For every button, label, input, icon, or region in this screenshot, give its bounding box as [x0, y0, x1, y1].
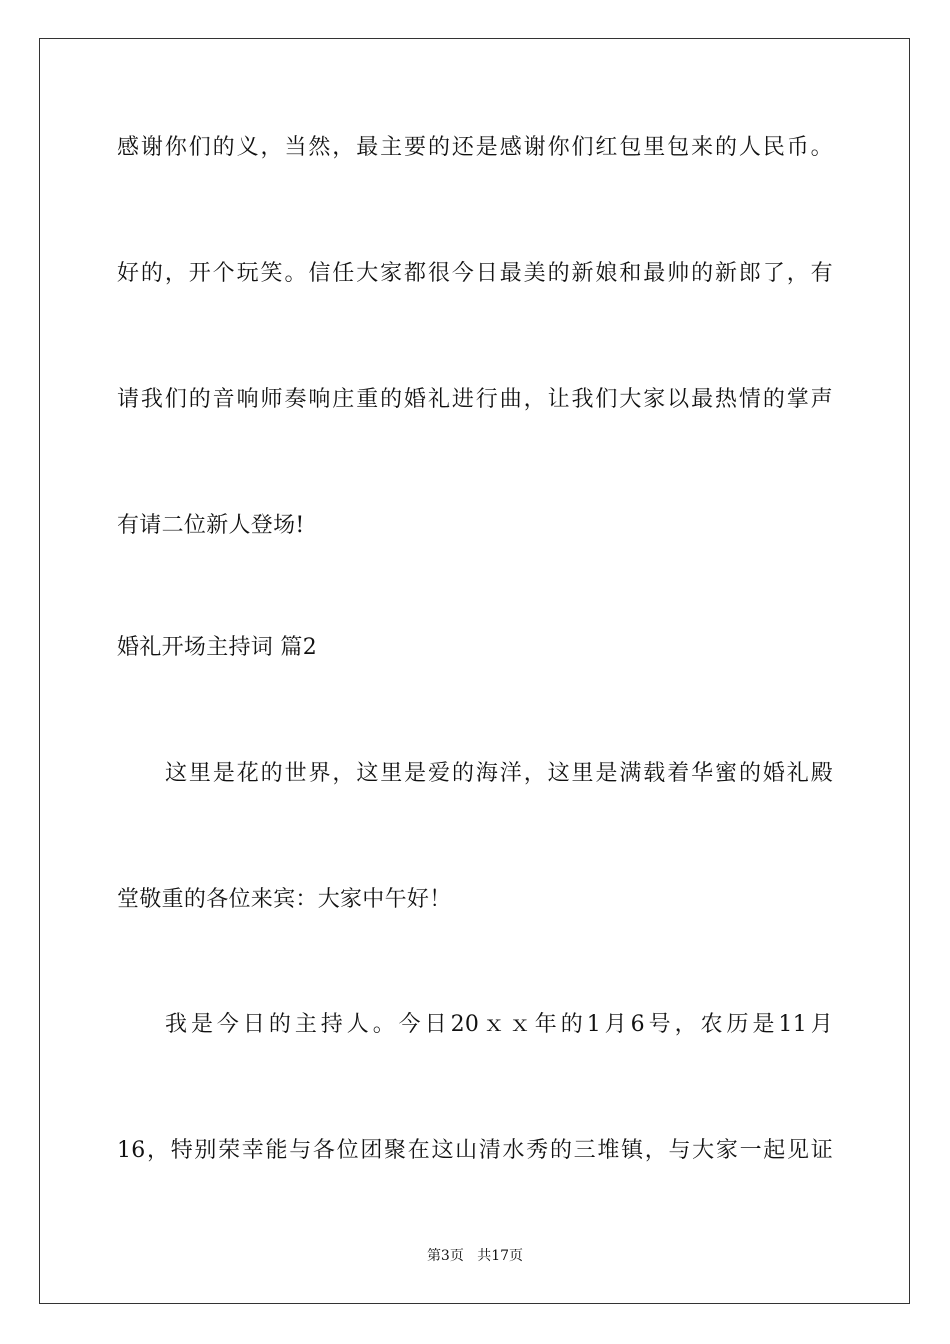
- page-number: 第3页: [426, 1248, 464, 1264]
- page-footer: [0, 1246, 950, 1266]
- body-line-4: 有请二位新人登场!: [117, 513, 305, 538]
- body-line-2: 好的，开个玩笑。信任大家都很今日最美的新娘和最帅的新郎了，有: [117, 261, 833, 286]
- page-border: [39, 38, 910, 1304]
- paragraph-line-2: 堂敬重的各位来宾：大家中午好！: [117, 887, 452, 912]
- page-total: 共17页: [477, 1248, 524, 1264]
- paragraph-line-4: 16，特别荣幸能与各位团聚在这山清水秀的三堆镇，与大家一起见证: [117, 1138, 833, 1163]
- body-line-3: 请我们的音响师奏响庄重的婚礼进行曲，让我们大家以最热情的掌声: [117, 387, 833, 412]
- paragraph-line-3: 我是今日的主持人。今日20ｘｘ年的1月6号，农历是11月: [165, 1012, 833, 1037]
- body-line-1: 感谢你们的义，当然，最主要的还是感谢你们红包里包来的人民币。: [117, 135, 833, 160]
- section-heading: 婚礼开场主持词 篇2: [117, 635, 317, 660]
- paragraph-line-1: 这里是花的世界，这里是爱的海洋，这里是满载着华蜜的婚礼殿: [165, 761, 833, 786]
